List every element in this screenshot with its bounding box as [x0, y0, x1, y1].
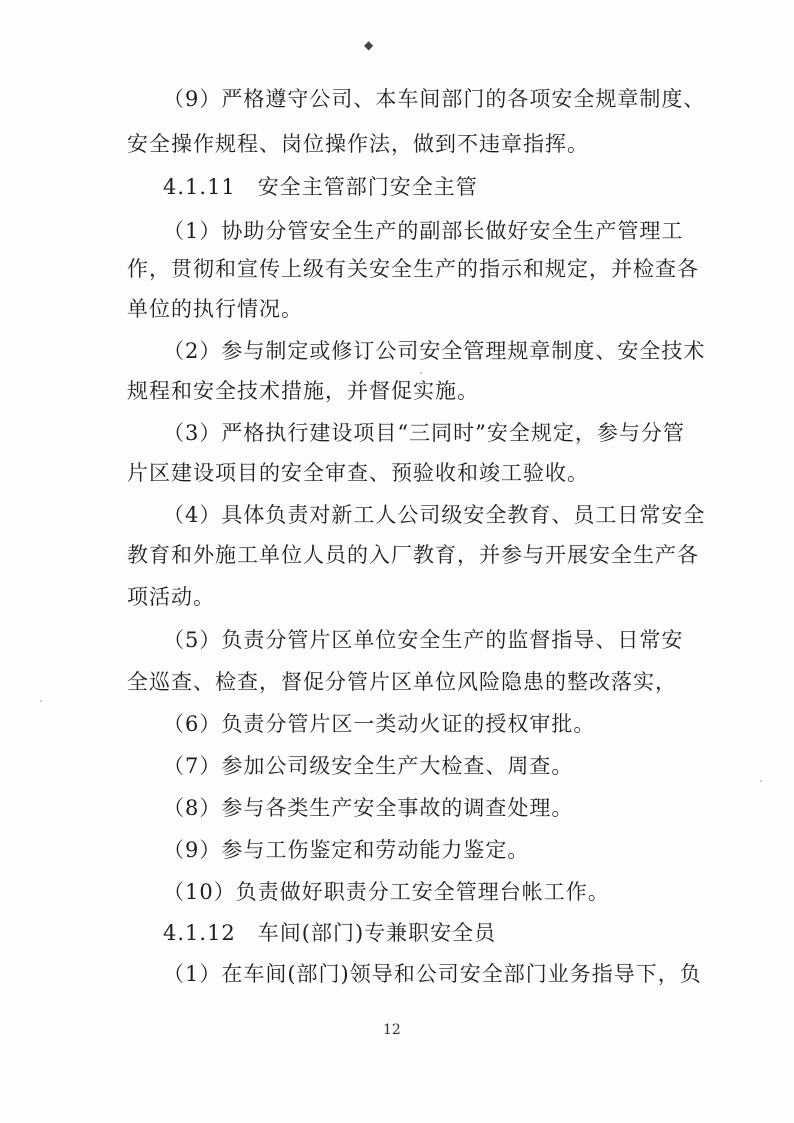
text-line: （7）参加公司级安全生产大检查、周查。: [163, 754, 574, 778]
text-line: 全巡查、检查，督促分管片区单位风险隐患的整改落实，: [127, 670, 677, 694]
text-line: 教育和外施工单位人员的入厂教育，并参与开展安全生产各: [127, 543, 699, 567]
text-line: （6）负责分管片区一类动火证的授权审批。: [163, 712, 596, 736]
scan-speck: [420, 372, 422, 374]
text-line: 规程和安全技术措施，并督促实施。: [127, 379, 479, 403]
scan-speck: [760, 780, 762, 782]
text-line: 片区建设项目的安全审查、预验收和竣工验收。: [127, 461, 589, 485]
text-line: （8）参与各类生产安全事故的调查处理。: [163, 796, 574, 820]
scan-speck: [40, 700, 42, 702]
text-line: 项活动。: [127, 585, 215, 609]
section-heading: 4.1.11 安全主管部门安全主管: [163, 175, 478, 199]
text-line: （9）严格遵守公司、本车间部门的各项安全规章制度、: [163, 87, 706, 111]
text-line: 单位的执行情况。: [127, 297, 303, 321]
text-line: （9）参与工伤鉴定和劳动能力鉴定。: [163, 838, 530, 862]
text-line: 作，贯彻和宣传上级有关安全生产的指示和规定，并检查各: [127, 257, 699, 281]
text-line: 安全操作规程、岗位操作法，做到不违章指挥。: [127, 132, 589, 156]
section-heading: 4.1.12 车间(部门)专兼职安全员: [163, 921, 497, 945]
text-line: （4）具体负责对新工人公司级安全教育、员工日常安全: [163, 503, 706, 527]
scan-mark: ◆: [364, 38, 374, 52]
text-line: （1）在车间(部门)领导和公司安全部门业务指导下，负: [163, 962, 702, 986]
text-line: （5）负责分管片区单位安全生产的监督指导、日常安: [163, 628, 684, 652]
text-line: （2）参与制定或修订公司安全管理规章制度、安全技术: [163, 339, 706, 363]
page-number: 12: [383, 1022, 401, 1038]
text-line: （10）负责做好职责分工安全管理台帐工作。: [163, 880, 610, 904]
text-line: （3）严格执行建设项目“三同时”安全规定，参与分管: [163, 421, 685, 445]
text-line: （1）协助分管安全生产的副部长做好安全生产管理工: [163, 219, 684, 243]
